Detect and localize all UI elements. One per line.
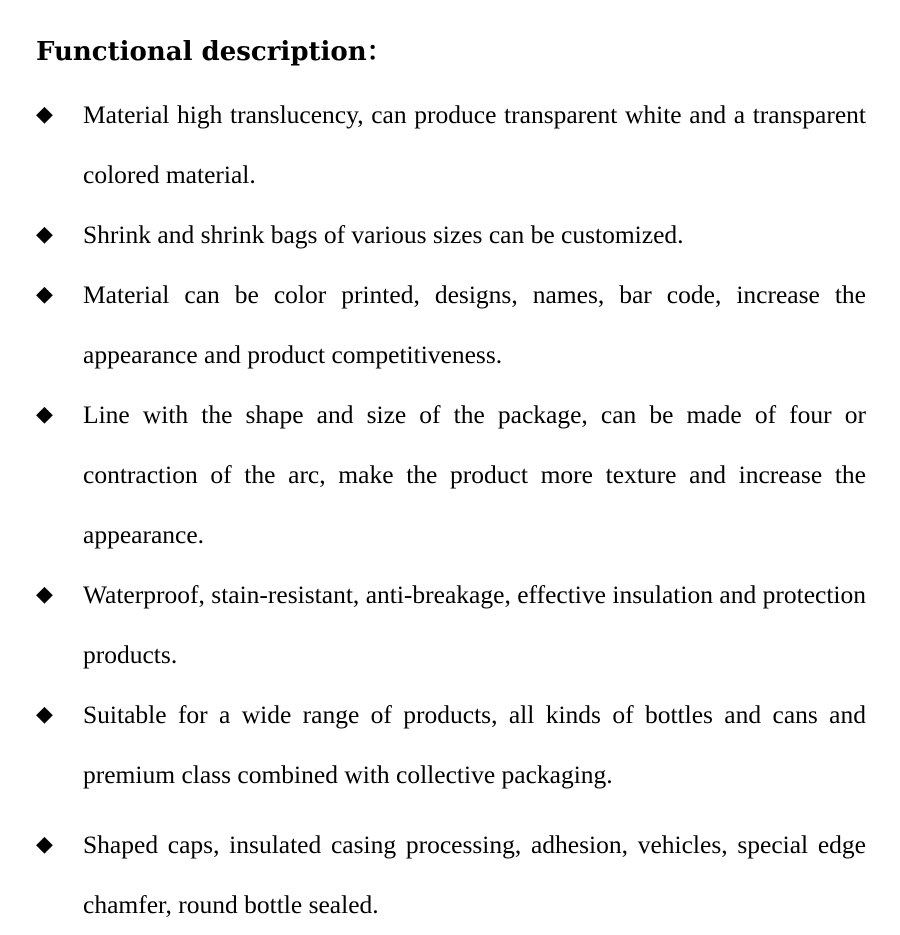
- diamond-bullet-icon: ◆: [36, 582, 53, 607]
- diamond-bullet-icon: ◆: [36, 702, 53, 727]
- diamond-bullet-icon: ◆: [36, 282, 53, 307]
- list-item-text: Waterproof, stain-resistant, anti-breakage, effective insulation and protection products.: [83, 580, 866, 669]
- diamond-bullet-icon: ◆: [36, 222, 53, 247]
- document-title: Functional description：: [36, 37, 393, 67]
- diamond-bullet-icon: ◆: [36, 832, 53, 857]
- list-item-text: Shaped caps, insulated casing processing, adhesion, vehicles, special edge chamfer, round bottle sealed.: [83, 830, 866, 919]
- list-item-text: Suitable for a wide range of products, all kinds of bottles and cans and premium class combined with collective packaging.: [83, 700, 866, 789]
- list-item-text: Shrink and shrink bags of various sizes can be customized.: [83, 220, 684, 249]
- list-item-text: Material can be color printed, designs, names, bar code, increase the appearance and product competitiveness.: [83, 280, 866, 369]
- diamond-bullet-icon: ◆: [36, 402, 53, 427]
- list-item-text: Material high translucency, can produce transparent white and a transparent colored material.: [83, 100, 866, 189]
- list-item-text: Line with the shape and size of the package, can be made of four or contraction of the arc, make the product more texture and increase the appearance.: [83, 400, 866, 549]
- diamond-bullet-icon: ◆: [36, 102, 53, 127]
